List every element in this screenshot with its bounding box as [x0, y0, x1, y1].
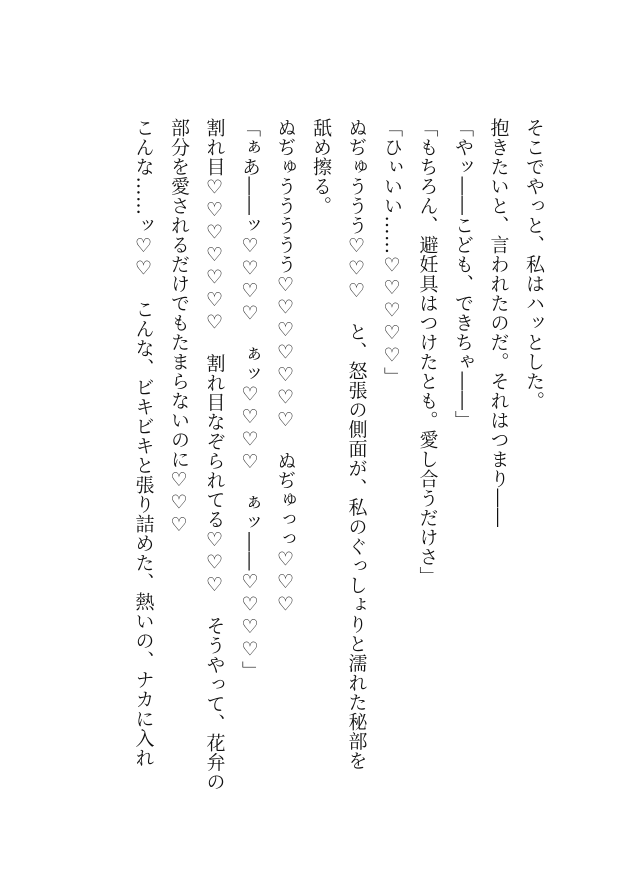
- text-line: そこでやっと、私はハッとした。: [523, 118, 545, 411]
- text-line: ぬぢゅううううう♡♡♡♡♡♡♡ ぬぢゅっっ♡♡♡: [274, 118, 297, 616]
- text-line: 舐め擦る。: [310, 118, 332, 216]
- text-line: 「やッ――こども、できちゃ――」: [452, 118, 474, 430]
- text-line: こんな……ッ♡♡ こんな、ビキビキと張り詰めた、熱いの、ナカに入れ: [132, 118, 155, 768]
- text-line: 割れ目♡♡♡♡♡♡♡ 割れ目なぞられてる♡♡♡ そうやって、花弁の: [203, 118, 226, 792]
- text-line: 「ひぃいい……♡♡♡♡♡」: [381, 118, 403, 387]
- text-line: 「もちろん、避妊具はつけたとも。愛し合うだけさ」: [416, 118, 439, 586]
- text-line: 部分を愛されるだけでもたまらないのに♡♡♡: [168, 118, 190, 537]
- vertical-text-body: [125, 118, 551, 818]
- text-line: 抱きたいと、言われたのだ。それはつまり――: [487, 118, 510, 528]
- text-line: 「ぁあ――ッ♡♡♡♡ ぁッ♡♡♡♡ ぁッ――♡♡♡♡」: [239, 118, 261, 681]
- text-line: ぬぢゅううう♡♡♡ と、怒張の側面が、私のぐっしょりと濡れた秘部を: [345, 118, 368, 771]
